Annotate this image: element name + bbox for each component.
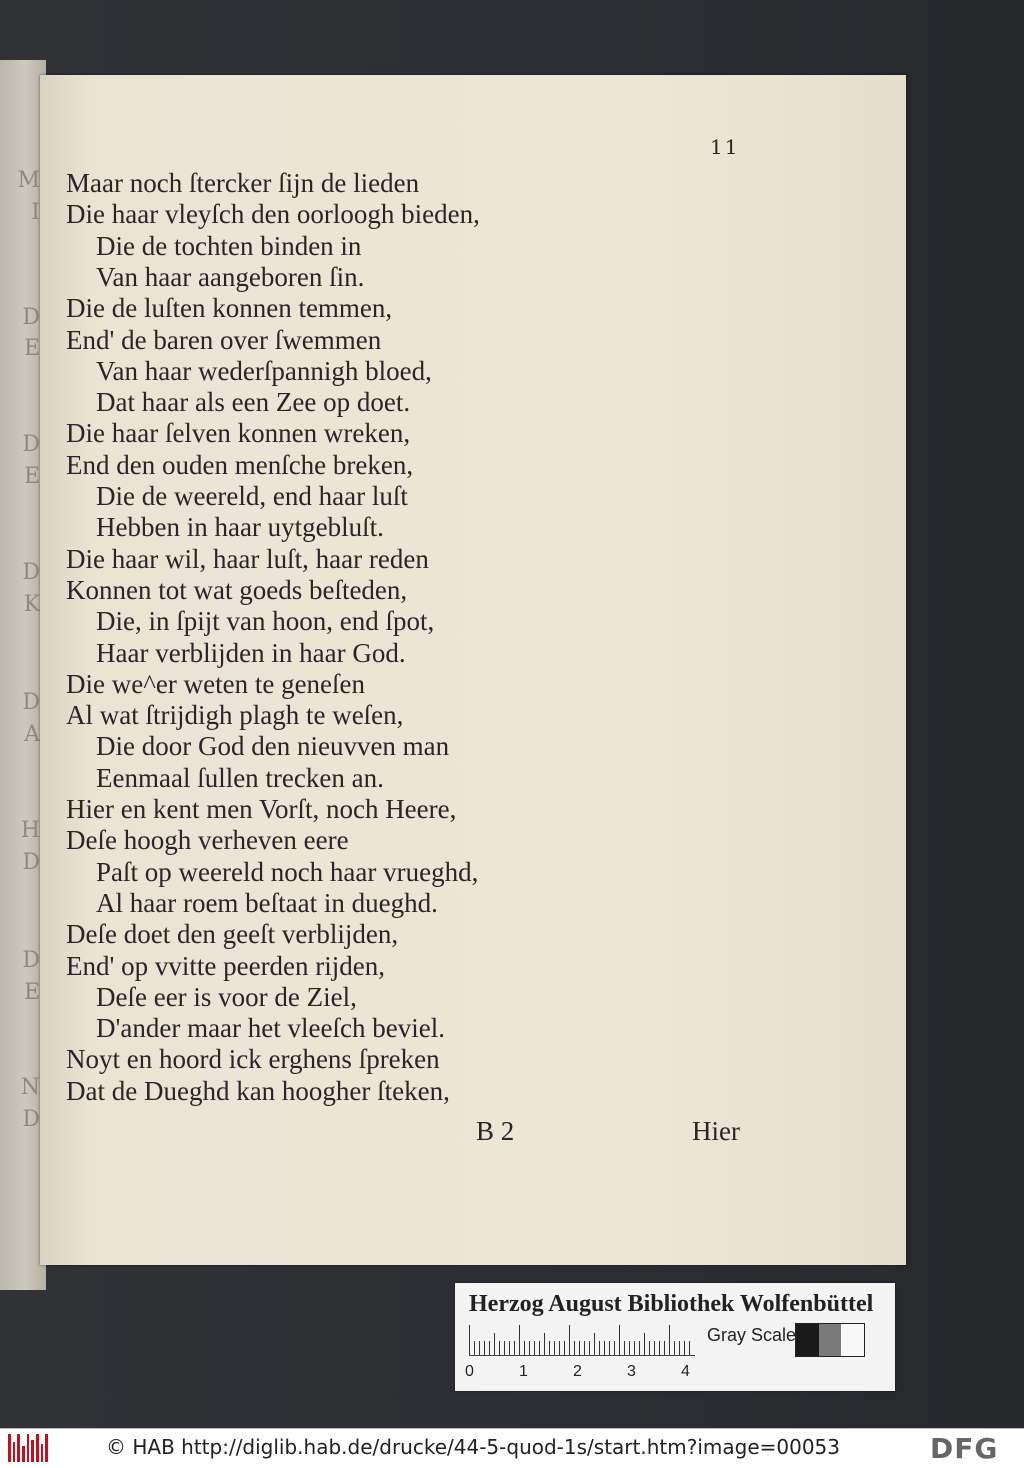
- poem-line: Deſe eer is voor de Ziel,: [96, 981, 357, 1012]
- ruler-tick: [554, 1341, 555, 1355]
- facing-page-letter: E: [23, 980, 40, 1005]
- source-url-text[interactable]: © HAB http://diglib.hab.de/drucke/44-5-quod-1s/start.htm?image=00053: [106, 1435, 841, 1459]
- poem-line: Dat haar als een Zee op doet.: [96, 387, 411, 418]
- poem-line: Al haar roem beſtaat in dueghd.: [96, 887, 438, 918]
- poem-line: Die de weereld, end haar luſt: [96, 481, 408, 511]
- ruler-tick: [544, 1333, 545, 1355]
- hab-logo-icon: [8, 1434, 48, 1462]
- footer-bar: [0, 1428, 1024, 1468]
- facing-page-letter: E: [23, 464, 40, 489]
- ruler-tick: [539, 1341, 540, 1355]
- measurement-ruler: [469, 1325, 695, 1356]
- ruler-tick: [589, 1341, 590, 1355]
- poem-line: Die de luſten konnen temmen,: [66, 293, 393, 324]
- poem-line: Paſt op weereld noch haar vrueghd,: [96, 856, 479, 887]
- ruler-tick: [499, 1341, 500, 1355]
- ruler-tick: [514, 1341, 515, 1355]
- facing-page-letter: D: [22, 1107, 40, 1132]
- ruler-tick: [629, 1341, 630, 1355]
- ruler-tick: [604, 1341, 605, 1355]
- library-reference-card: [455, 1283, 895, 1391]
- ruler-tick: [474, 1341, 475, 1355]
- poem-line: Die door God den nieuvven man: [96, 731, 450, 762]
- ruler-tick: [469, 1325, 470, 1355]
- poem-line: Die de tochten binden in: [96, 230, 362, 261]
- ruler-number: 0: [465, 1363, 474, 1380]
- poem-line: Die, in ſpijt van hoon, end ſpot,: [96, 606, 435, 637]
- poem-line: Van haar wederſpannigh bloed,: [96, 355, 432, 386]
- facing-page-letter: D: [22, 850, 40, 875]
- poem-line: Die haar ſelven konnen wreken,: [66, 418, 411, 449]
- facing-page-letter: I: [31, 200, 40, 225]
- poem-line: Al wat ſtrijdigh plagh te weſen,: [66, 700, 404, 731]
- facing-page-letter: M: [17, 168, 40, 193]
- ruler-number: 3: [627, 1363, 636, 1380]
- facing-page-letter: A: [24, 722, 40, 747]
- ruler-tick: [504, 1341, 505, 1355]
- signature-mark: B 2: [476, 1116, 515, 1146]
- ruler-tick: [569, 1325, 570, 1355]
- poem-line: Eenmaal ſullen trecken an.: [96, 762, 384, 793]
- gray-swatch: [796, 1324, 819, 1356]
- gray-scale-swatches: [795, 1323, 865, 1357]
- ruler-tick: [664, 1341, 665, 1355]
- facing-page-letter: D: [22, 948, 40, 973]
- poem-line: End den ouden menſche breken,: [66, 449, 414, 480]
- library-name: Herzog August Bibliothek Wolfenbüttel: [469, 1291, 874, 1317]
- gray-swatch: [841, 1324, 864, 1356]
- ruler-tick: [494, 1333, 495, 1355]
- ruler-number: 2: [573, 1363, 582, 1380]
- ruler-tick: [624, 1341, 625, 1355]
- poem-line: End' de baren over ſwemmen: [66, 324, 382, 355]
- ruler-tick: [649, 1341, 650, 1355]
- ruler-tick: [674, 1341, 675, 1355]
- ruler-tick: [634, 1341, 635, 1355]
- ruler-tick: [659, 1341, 660, 1355]
- ruler-tick: [679, 1341, 680, 1355]
- ruler-tick: [644, 1333, 645, 1355]
- ruler-tick: [574, 1341, 575, 1355]
- poem-line: Deſe hoogh verheven eere: [66, 825, 349, 856]
- dfg-logo: DFG: [930, 1432, 999, 1465]
- facing-page-letter: D: [22, 560, 40, 585]
- ruler-number: 1: [519, 1363, 528, 1380]
- poem-line: Die we^er weten te geneſen: [66, 668, 366, 699]
- poem-line: Die haar vleyſch den oorloogh bieden,: [66, 199, 480, 230]
- ruler-tick: [559, 1341, 560, 1355]
- poem-line: D'ander maar het vleeſch beviel.: [96, 1013, 445, 1044]
- facing-page-letter: E: [23, 336, 40, 361]
- poem-line: Haar verblijden in haar God.: [96, 637, 406, 668]
- ruler-tick: [654, 1341, 655, 1355]
- ruler-tick: [609, 1341, 610, 1355]
- facing-page-letter: D: [22, 432, 40, 457]
- ruler-tick: [549, 1341, 550, 1355]
- ruler-tick: [684, 1341, 685, 1355]
- page-number: 11: [710, 135, 740, 159]
- catchword: Hier: [692, 1116, 740, 1146]
- facing-page-letter: D: [22, 690, 40, 715]
- ruler-tick: [639, 1341, 640, 1355]
- facing-page-letter: H: [20, 818, 40, 843]
- ruler-tick: [489, 1341, 490, 1355]
- facing-page-letter: K: [23, 592, 40, 617]
- poem-line: Hier en kent men Vorſt, noch Heere,: [66, 794, 457, 824]
- poem-line: Noyt en hoord ick erghens ſpreken: [66, 1044, 440, 1075]
- book-page: [40, 75, 906, 1265]
- facing-page-letter: D: [22, 305, 40, 330]
- gray-swatch: [819, 1324, 842, 1356]
- ruler-number: 4: [681, 1363, 690, 1380]
- ruler-tick: [524, 1341, 525, 1355]
- gray-scale-label: Gray Scale: [707, 1325, 797, 1345]
- poem-line: Maar noch ſtercker ſijn de lieden: [66, 168, 420, 198]
- ruler-tick: [579, 1341, 580, 1355]
- ruler-tick: [594, 1333, 595, 1355]
- ruler-tick: [614, 1341, 615, 1355]
- poem-line: Konnen tot wat goeds beſteden,: [66, 574, 408, 605]
- ruler-tick: [529, 1341, 530, 1355]
- ruler-tick: [619, 1325, 620, 1355]
- ruler-tick: [534, 1341, 535, 1355]
- poem-line: End' op vvitte peerden rijden,: [66, 950, 386, 981]
- poem-line: Deſe doet den geeſt verblijden,: [66, 919, 399, 950]
- ruler-tick: [484, 1341, 485, 1355]
- poem-line: Die haar wil, haar luſt, haar reden: [66, 543, 429, 574]
- ruler-tick: [669, 1325, 670, 1355]
- facing-page-letter: N: [20, 1075, 40, 1100]
- ruler-tick: [689, 1341, 690, 1355]
- poem-line: Van haar aangeboren ſin.: [96, 261, 365, 292]
- ruler-tick: [584, 1341, 585, 1355]
- ruler-tick: [479, 1341, 480, 1355]
- ruler-tick: [519, 1325, 520, 1355]
- ruler-tick: [509, 1341, 510, 1355]
- ruler-tick: [564, 1341, 565, 1355]
- ruler-tick: [599, 1341, 600, 1355]
- poem-line: Dat de Dueghd kan hoogher ſteken,: [66, 1075, 450, 1106]
- poem-line: Hebben in haar uytgebluſt.: [96, 512, 384, 543]
